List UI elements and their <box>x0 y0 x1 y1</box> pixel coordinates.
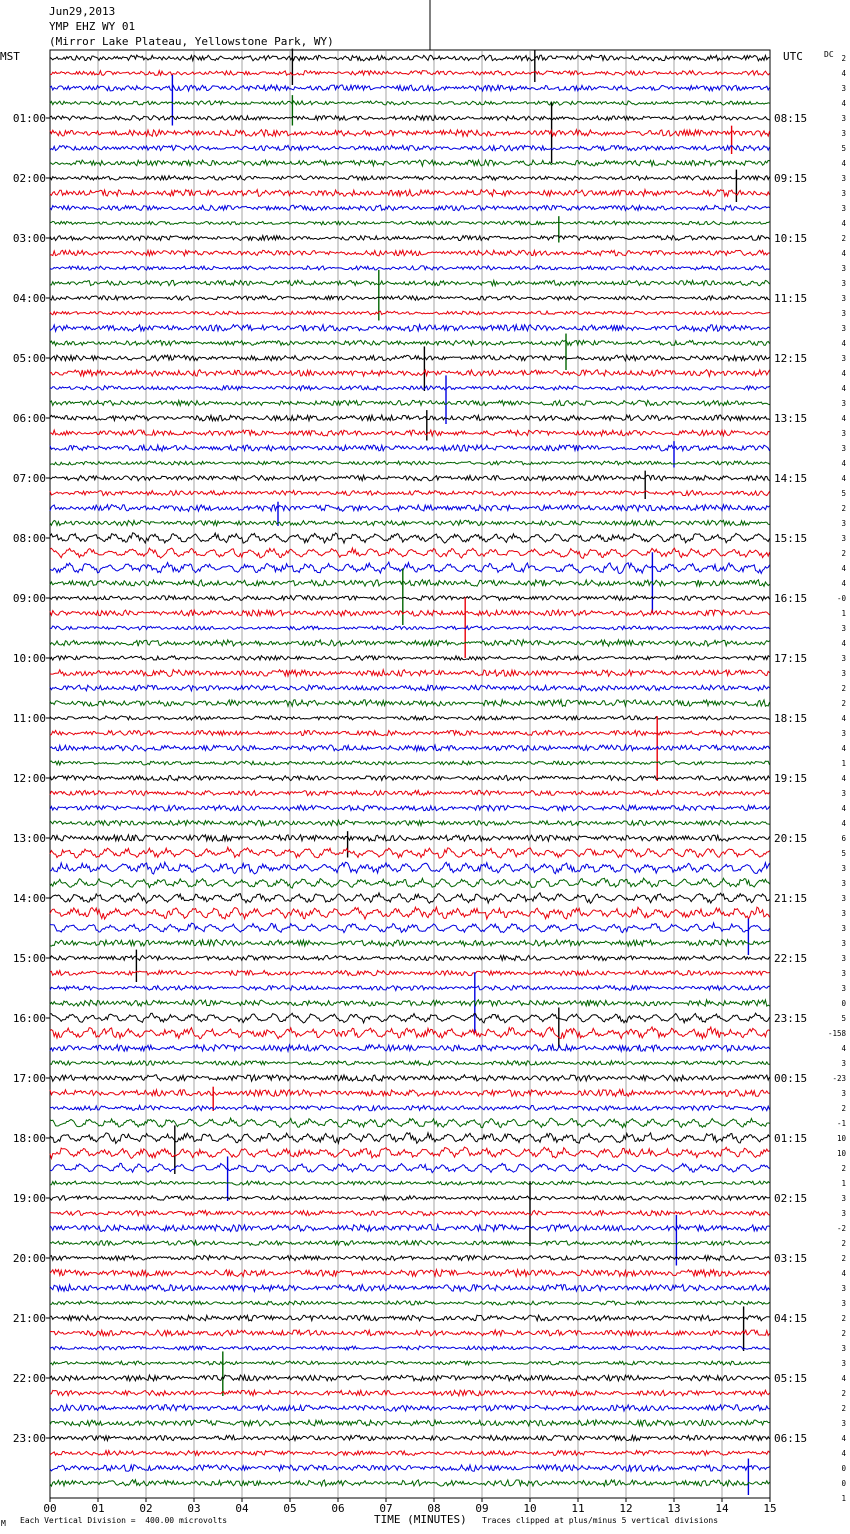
trace-row-80 <box>50 1256 770 1261</box>
dc-offset-value: 3 <box>841 669 846 678</box>
dc-offset-value: 3 <box>841 444 846 453</box>
trace-row-17 <box>50 311 770 315</box>
trace-row-5 <box>50 130 770 137</box>
dc-offset-value: 3 <box>841 1299 846 1308</box>
dc-offset-value: 3 <box>841 894 846 903</box>
trace-row-79 <box>50 1241 770 1246</box>
dc-offset-value: 3 <box>841 954 846 963</box>
x-tick-label: 04 <box>235 1502 249 1515</box>
trace-row-46 <box>50 745 770 751</box>
dc-offset-value: 3 <box>841 114 846 123</box>
mst-hour-label: 10:00 <box>12 652 46 665</box>
utc-hour-label: 23:15 <box>774 1012 808 1025</box>
trace-row-76 <box>50 1196 770 1200</box>
trace-row-89 <box>50 1390 770 1396</box>
dc-offset-value: 3 <box>841 399 846 408</box>
dc-offset-value: 2 <box>841 684 846 693</box>
trace-row-23 <box>50 400 770 405</box>
dc-offset-value: 5 <box>841 489 846 498</box>
trace-row-51 <box>50 820 770 825</box>
dc-offset-value: 3 <box>841 879 846 888</box>
trace-row-65 <box>50 1027 770 1039</box>
trace-row-49 <box>50 790 770 795</box>
dc-offset-value: 3 <box>841 1209 846 1218</box>
dc-offset-value: 3 <box>841 1089 846 1098</box>
mst-hour-label: 18:00 <box>12 1132 46 1145</box>
left-timezone-label: MST <box>0 50 20 63</box>
dc-offset-value: 2 <box>841 699 846 708</box>
trace-row-58 <box>50 923 770 933</box>
corner-mark: M <box>1 1519 6 1528</box>
dc-offset-value: 5 <box>841 1014 846 1023</box>
trace-row-91 <box>50 1420 770 1426</box>
mst-hour-label: 21:00 <box>12 1312 46 1325</box>
dc-offset-value: 4 <box>841 69 846 78</box>
trace-row-77 <box>50 1211 770 1216</box>
trace-row-92 <box>50 1435 770 1440</box>
x-tick-label: 13 <box>667 1502 681 1515</box>
x-tick-label: 09 <box>475 1502 489 1515</box>
x-tick-label: 15 <box>763 1502 777 1515</box>
dc-offset-value: 1 <box>841 1494 846 1503</box>
dc-offset-value: 4 <box>841 804 846 813</box>
dc-offset-value: 4 <box>841 99 846 108</box>
utc-hour-label: 04:15 <box>774 1312 808 1325</box>
dc-offset-value: 2 <box>841 1314 846 1323</box>
mst-hour-label: 23:00 <box>12 1432 46 1445</box>
trace-row-1 <box>50 71 770 76</box>
mst-hour-label: 11:00 <box>12 712 46 725</box>
dc-offset-value: 3 <box>841 84 846 93</box>
trace-row-86 <box>50 1346 770 1350</box>
dc-offset-value: 6 <box>841 834 846 843</box>
dc-offset-value: 3 <box>841 909 846 918</box>
dc-offset-value: 4 <box>841 744 846 753</box>
dc-offset-value: 4 <box>841 1044 846 1053</box>
dc-offset-value: -23 <box>832 1074 846 1083</box>
dc-offset-value: 3 <box>841 519 846 528</box>
dc-offset-value: 0 <box>841 1464 846 1473</box>
scale-note: Each Vertical Division = 400.00 microvolts <box>20 1516 228 1525</box>
trace-row-90 <box>50 1405 770 1412</box>
trace-row-82 <box>50 1285 770 1292</box>
x-tick-label: 05 <box>283 1502 297 1515</box>
mst-hour-label: 09:00 <box>12 592 46 605</box>
dc-offset-value: 3 <box>841 354 846 363</box>
trace-row-64 <box>50 1013 770 1023</box>
dc-offset-value: 3 <box>841 309 846 318</box>
trace-row-11 <box>50 221 770 225</box>
dc-offset-value: 4 <box>841 1449 846 1458</box>
utc-hour-label: 15:15 <box>774 532 808 545</box>
dc-offset-value: -1 <box>836 1119 846 1128</box>
utc-hour-label: 08:15 <box>774 112 808 125</box>
trace-row-84 <box>50 1315 770 1321</box>
dc-offset-value: 3 <box>841 189 846 198</box>
x-tick-label: 11 <box>571 1502 585 1515</box>
dc-offset-value: 3 <box>841 1359 846 1368</box>
trace-row-31 <box>50 520 770 525</box>
mst-hour-label: 15:00 <box>12 952 46 965</box>
trace-row-43 <box>50 700 770 707</box>
dc-offset-value: 0 <box>841 999 846 1008</box>
trace-row-39 <box>50 640 770 646</box>
dc-offset-value: 3 <box>841 864 846 873</box>
dc-offset-value: 3 <box>841 924 846 933</box>
utc-hour-label: 16:15 <box>774 592 808 605</box>
clip-note: Traces clipped at plus/minus 5 vertical divisions <box>482 1516 719 1525</box>
dc-offset-value: 4 <box>841 564 846 573</box>
trace-row-9 <box>50 190 770 197</box>
trace-row-21 <box>50 370 770 377</box>
dc-offset-value: 2 <box>841 1239 846 1248</box>
trace-row-63 <box>50 1000 770 1006</box>
mst-hour-label: 14:00 <box>12 892 46 905</box>
dc-offset-value: 3 <box>841 1344 846 1353</box>
trace-row-16 <box>50 296 770 300</box>
trace-row-78 <box>50 1225 770 1232</box>
dc-offset-value: 4 <box>841 579 846 588</box>
trace-row-12 <box>50 236 770 241</box>
trace-row-52 <box>50 835 770 841</box>
utc-hour-label: 09:15 <box>774 172 808 185</box>
dc-offset-value: 4 <box>841 219 846 228</box>
plot-date: Jun29,2013 <box>49 5 116 18</box>
trace-row-30 <box>50 505 770 512</box>
trace-row-0 <box>50 55 770 61</box>
trace-row-7 <box>50 160 770 166</box>
trace-row-72 <box>50 1133 770 1144</box>
utc-hour-label: 13:15 <box>774 412 808 425</box>
trace-row-13 <box>50 250 770 256</box>
trace-row-75 <box>50 1181 770 1185</box>
dc-offset-value: -2 <box>836 1224 846 1233</box>
trace-row-94 <box>50 1465 770 1472</box>
trace-row-42 <box>50 685 770 691</box>
trace-row-73 <box>50 1147 770 1158</box>
trace-row-85 <box>50 1330 770 1336</box>
x-tick-label: 12 <box>619 1502 633 1515</box>
utc-hour-label: 14:15 <box>774 472 808 485</box>
utc-hour-label: 11:15 <box>774 292 808 305</box>
mst-hour-label: 02:00 <box>12 172 46 185</box>
trace-row-83 <box>50 1301 770 1305</box>
dc-offset-value: 4 <box>841 819 846 828</box>
trace-row-14 <box>50 266 770 270</box>
dc-offset-value: 3 <box>841 294 846 303</box>
trace-row-56 <box>50 893 770 904</box>
mst-hour-label: 04:00 <box>12 292 46 305</box>
dc-offset-value: 4 <box>841 639 846 648</box>
utc-hour-label: 20:15 <box>774 832 808 845</box>
trace-row-62 <box>50 986 770 991</box>
dc-offset-value: 4 <box>841 1269 846 1278</box>
utc-hour-label: 12:15 <box>774 352 808 365</box>
trace-row-45 <box>50 730 770 735</box>
utc-hour-label: 21:15 <box>774 892 808 905</box>
trace-row-93 <box>50 1451 770 1456</box>
dc-offset-value: 1 <box>841 609 846 618</box>
trace-row-19 <box>50 340 770 345</box>
dc-offset-value: 3 <box>841 969 846 978</box>
trace-row-2 <box>50 85 770 91</box>
utc-hour-label: 10:15 <box>774 232 808 245</box>
dc-offset-value: 3 <box>841 279 846 288</box>
dc-offset-value: 3 <box>841 1419 846 1428</box>
dc-offset-value: 3 <box>841 264 846 273</box>
trace-row-61 <box>50 970 770 975</box>
trace-row-87 <box>50 1361 770 1365</box>
trace-row-69 <box>50 1090 770 1097</box>
dc-offset-value: 2 <box>841 1164 846 1173</box>
trace-row-59 <box>50 940 770 947</box>
x-tick-label: 14 <box>715 1502 729 1515</box>
x-tick-label: 00 <box>43 1502 57 1515</box>
dc-offset-value: 3 <box>841 324 846 333</box>
trace-row-34 <box>50 562 770 573</box>
trace-row-8 <box>50 176 770 181</box>
trace-row-44 <box>50 716 770 720</box>
dc-offset-value: 10 <box>836 1149 846 1158</box>
trace-row-81 <box>50 1270 770 1277</box>
dc-offset-value: -0 <box>836 594 846 603</box>
trace-row-15 <box>50 280 770 285</box>
dc-offset-value: 3 <box>841 789 846 798</box>
trace-row-36 <box>50 596 770 601</box>
utc-hour-label: 17:15 <box>774 652 808 665</box>
trace-row-41 <box>50 670 770 677</box>
trace-row-37 <box>50 610 770 616</box>
dc-offset-value: 2 <box>841 549 846 558</box>
trace-row-20 <box>50 355 770 361</box>
dc-offset-value: 2 <box>841 54 846 63</box>
trace-row-74 <box>50 1163 770 1172</box>
trace-row-18 <box>50 325 770 332</box>
trace-row-4 <box>50 116 770 121</box>
dc-offset-value: 2 <box>841 234 846 243</box>
trace-row-60 <box>50 956 770 961</box>
trace-row-88 <box>50 1375 770 1381</box>
mst-hour-label: 03:00 <box>12 232 46 245</box>
dc-offset-value: 3 <box>841 939 846 948</box>
utc-hour-label: 05:15 <box>774 1372 808 1385</box>
utc-hour-label: 03:15 <box>774 1252 808 1265</box>
trace-row-10 <box>50 205 770 211</box>
dc-offset-value: 4 <box>841 414 846 423</box>
mst-hour-label: 19:00 <box>12 1192 46 1205</box>
dc-offset-value: 5 <box>841 849 846 858</box>
trace-row-35 <box>50 580 770 587</box>
trace-row-22 <box>50 386 770 391</box>
dc-offset-value: 4 <box>841 774 846 783</box>
dc-offset-value: 3 <box>841 654 846 663</box>
trace-row-68 <box>50 1075 770 1082</box>
mst-hour-label: 08:00 <box>12 532 46 545</box>
station-id: YMP EHZ WY 01 <box>49 20 136 33</box>
mst-hour-label: 05:00 <box>12 352 46 365</box>
x-tick-label: 02 <box>139 1502 153 1515</box>
trace-row-57 <box>50 907 770 919</box>
dc-offset-value: 2 <box>841 1254 846 1263</box>
mst-hour-label: 07:00 <box>12 472 46 485</box>
dc-offset-value: 4 <box>841 369 846 378</box>
dc-offset-value: 4 <box>841 474 846 483</box>
dc-offset-value: 3 <box>841 729 846 738</box>
x-tick-label: 07 <box>379 1502 393 1515</box>
trace-row-29 <box>50 490 770 495</box>
trace-row-25 <box>50 430 770 436</box>
dc-offset-value: 2 <box>841 1104 846 1113</box>
x-tick-label: 03 <box>187 1502 201 1515</box>
dc-offset-value: 3 <box>841 534 846 543</box>
utc-hour-label: 02:15 <box>774 1192 808 1205</box>
x-tick-label: 01 <box>91 1502 105 1515</box>
trace-row-26 <box>50 445 770 451</box>
trace-row-32 <box>50 533 770 543</box>
x-tick-label: 10 <box>523 1502 537 1515</box>
dc-offset-value: 3 <box>841 984 846 993</box>
trace-row-47 <box>50 761 770 765</box>
dc-offset-value: 3 <box>841 624 846 633</box>
trace-row-67 <box>50 1061 770 1066</box>
trace-row-24 <box>50 415 770 421</box>
trace-row-95 <box>50 1480 770 1486</box>
utc-hour-label: 01:15 <box>774 1132 808 1145</box>
trace-row-28 <box>50 475 770 481</box>
trace-row-40 <box>50 656 770 661</box>
dc-offset-value: 4 <box>841 384 846 393</box>
trace-row-55 <box>50 878 770 888</box>
utc-hour-label: 22:15 <box>774 952 808 965</box>
trace-row-27 <box>50 461 770 465</box>
dc-offset-value: 2 <box>841 504 846 513</box>
dc-offset-value: 5 <box>841 144 846 153</box>
station-location: (Mirror Lake Plateau, Yellowstone Park, WY) <box>49 35 334 48</box>
dc-offset-value: 10 <box>836 1134 846 1143</box>
utc-hour-label: 19:15 <box>774 772 808 785</box>
dc-offset-value: 4 <box>841 249 846 258</box>
mst-hour-label: 20:00 <box>12 1252 46 1265</box>
dc-offset-value: 3 <box>841 174 846 183</box>
trace-row-48 <box>50 775 770 780</box>
trace-row-38 <box>50 626 770 630</box>
mst-hour-label: 01:00 <box>12 112 46 125</box>
mst-hour-label: 22:00 <box>12 1372 46 1385</box>
dc-offset-value: 3 <box>841 1284 846 1293</box>
dc-offset-value: 4 <box>841 714 846 723</box>
x-tick-label: 08 <box>427 1502 441 1515</box>
trace-row-70 <box>50 1105 770 1110</box>
dc-offset-value: -158 <box>827 1029 846 1038</box>
dc-offset-value: 4 <box>841 1374 846 1383</box>
utc-hour-label: 18:15 <box>774 712 808 725</box>
dc-offset-value: 3 <box>841 1059 846 1068</box>
dc-offset-value: 4 <box>841 459 846 468</box>
utc-hour-label: 06:15 <box>774 1432 808 1445</box>
dc-offset-value: 3 <box>841 1194 846 1203</box>
dc-offset-value: 4 <box>841 339 846 348</box>
dc-offset-value: 3 <box>841 129 846 138</box>
trace-row-3 <box>50 101 770 105</box>
dc-offset-value: 2 <box>841 1404 846 1413</box>
mst-hour-label: 06:00 <box>12 412 46 425</box>
dc-offset-value: 2 <box>841 1389 846 1398</box>
trace-row-66 <box>50 1045 770 1052</box>
dc-offset-value: 4 <box>841 1434 846 1443</box>
dc-offset-value: 0 <box>841 1479 846 1488</box>
trace-row-71 <box>50 1118 770 1128</box>
x-axis-label: TIME (MINUTES) <box>374 1513 467 1526</box>
dc-offset-value: 1 <box>841 759 846 768</box>
dc-label: DC <box>824 50 834 59</box>
mst-hour-label: 12:00 <box>12 772 46 785</box>
trace-row-33 <box>50 548 770 558</box>
dc-offset-value: 3 <box>841 204 846 213</box>
trace-row-50 <box>50 805 770 811</box>
dc-offset-value: 3 <box>841 429 846 438</box>
mst-hour-label: 17:00 <box>12 1072 46 1085</box>
utc-hour-label: 00:15 <box>774 1072 808 1085</box>
mst-hour-label: 16:00 <box>12 1012 46 1025</box>
x-tick-label: 06 <box>331 1502 345 1515</box>
trace-row-6 <box>50 145 770 151</box>
right-timezone-label: UTC <box>783 50 803 63</box>
mst-hour-label: 13:00 <box>12 832 46 845</box>
trace-row-54 <box>50 862 770 874</box>
dc-offset-value: 2 <box>841 1329 846 1338</box>
dc-offset-value: 1 <box>841 1179 846 1188</box>
dc-offset-value: 4 <box>841 159 846 168</box>
trace-row-53 <box>50 847 770 858</box>
